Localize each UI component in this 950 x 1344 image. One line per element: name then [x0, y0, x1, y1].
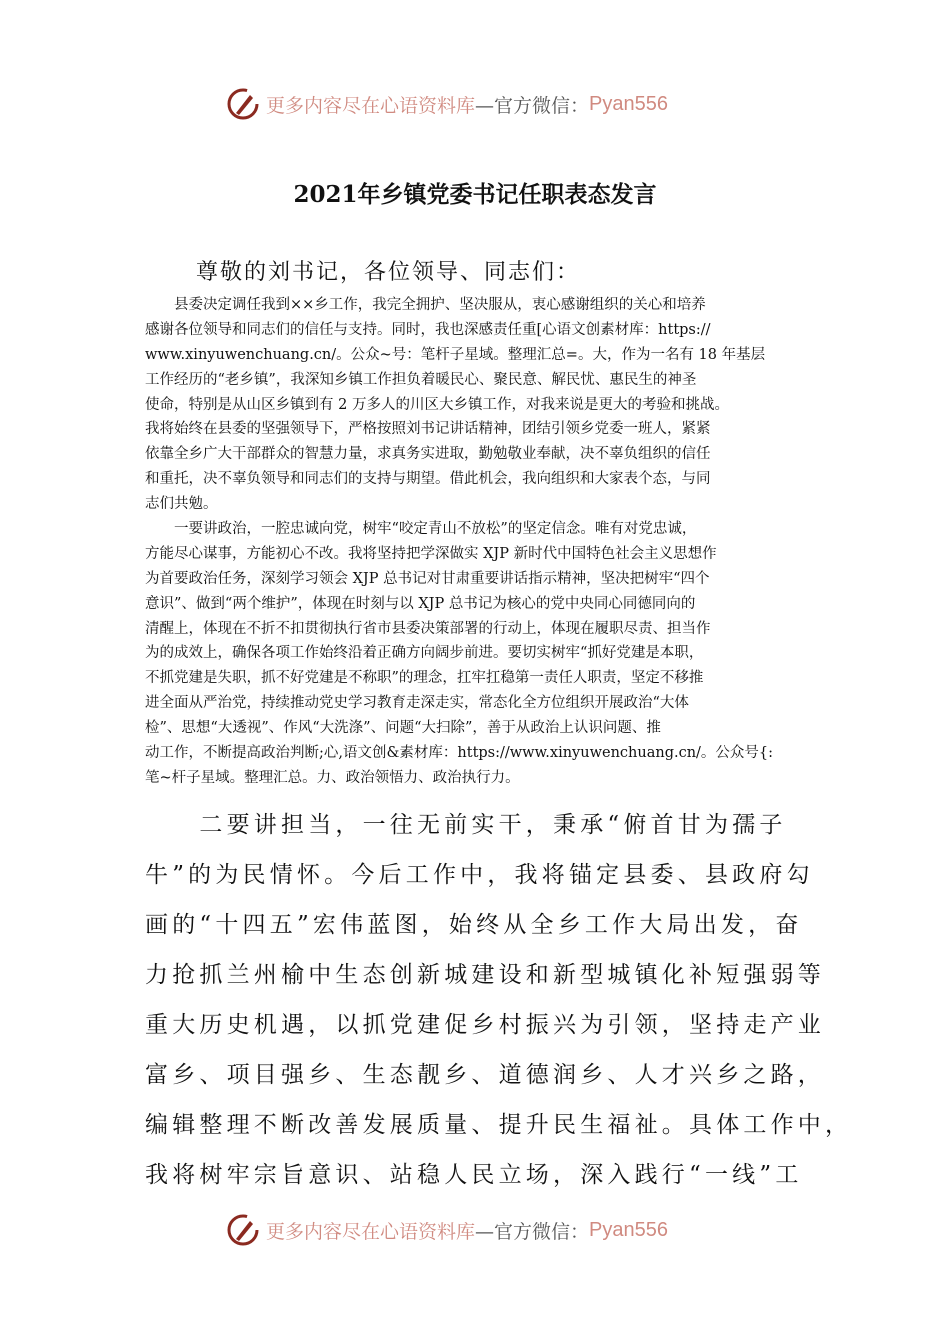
body-large-text	[145, 800, 853, 1200]
text-line: 力抢抓兰州榆中生态创新城建设和新型城镇化补短强弱等	[145, 962, 825, 988]
text-line: 依靠全乡广大干部群众的智慧力量，求真务实进取，勤勉敬业奉献，决不辜负组织的信任	[145, 446, 711, 463]
text-line: 意识”、做到“两个维护”，体现在时刻与以 XJP 总书记为核心的党中央同心同德同向的	[145, 595, 696, 612]
text-line: 重大历史机遇，以抓党建促乡村振兴为引领，坚持走产业	[145, 1012, 825, 1038]
pen-logo-icon	[226, 87, 260, 121]
salutation: 尊敬的刘书记，各位领导、同志们：	[196, 260, 581, 285]
text-line: 进全面从严治党，持续推动党史学习教育走深走实，常态化全方位组织开展政治“大体	[145, 695, 689, 712]
banner-wechat-label: —官方微信：	[475, 1220, 590, 1243]
document-title: 2021年乡镇党委书记任职表态发言	[293, 181, 657, 208]
paragraph-2	[145, 517, 825, 791]
text-line: 和重托，决不辜负领导和同志们的支持与期望。借此机会，我向组织和大家表个态，与同	[145, 471, 711, 488]
text-line: 清醒上，体现在不折不扣贯彻执行省市县委决策部署的行动上，体现在履职尽责、担当作	[145, 620, 711, 637]
text-line: 牛”的为民情怀。今后工作中，我将锚定县委、县政府勾	[145, 862, 814, 888]
text-line: 编辑整理不断改善发展质量、提升民生福祉。具体工作中，	[145, 1112, 853, 1138]
header-watermark-banner	[226, 84, 726, 124]
text-line: 不抓党建是失职，抓不好党建是不称职”的理念，扛牢扛稳第一责任人职责，坚定不移推	[145, 670, 704, 687]
text-line: 县委决定调任我到××乡工作，我完全拥护、坚决服从，衷心感谢组织的关心和培养	[145, 297, 706, 313]
text-line: 为首要政治任务，深刻学习领会 XJP 总书记对甘肃重要讲话指示精神，坚决把树牢“四个	[145, 570, 710, 587]
text-line: 志们共勉。	[145, 496, 218, 513]
paragraph-3	[145, 800, 853, 1200]
banner-wechat-label: —官方微信：	[475, 94, 590, 117]
footer-watermark-banner	[226, 1210, 726, 1250]
text-line: 动工作，不断提高政治判断;心,语文创&素材库：https://www.xinyuwenchuang.cn/。公众号{:	[145, 745, 774, 762]
text-line: 我将始终在县委的坚强领导下，严格按照刘书记讲话精神，团结引领乡党委一班人，紧紧	[145, 421, 711, 438]
banner-wechat-id: Pyan556	[589, 92, 668, 115]
pen-logo-icon	[226, 1213, 260, 1247]
paragraph-1	[145, 293, 825, 517]
text-line: 感谢各位领导和同志们的信任与支持。同时，我也深感责任重[心语文创素材库：https://	[145, 321, 711, 338]
banner-wechat-id: Pyan556	[589, 1218, 668, 1241]
text-line: 工作经历的“老乡镇”，我深知乡镇工作担负着暖民心、聚民意、解民忧、惠民生的神圣	[145, 371, 697, 388]
text-line: 一要讲政治，一腔忠诚向党，树牢“咬定青山不放松”的坚定信念。唯有对党忠诚，	[145, 521, 697, 538]
text-line: 使命，特别是从山区乡镇到有 2 万多人的川区大乡镇工作，对我来说是更大的考验和挑战。	[145, 396, 729, 413]
banner-text: 更多内容尽在心语资料库	[266, 94, 476, 117]
text-line: 我将树牢宗旨意识、站稳人民立场，深入践行“一线”工	[145, 1162, 803, 1188]
banner-text: 更多内容尽在心语资料库	[266, 1220, 476, 1243]
text-line: 二要讲担当，一往无前实干，秉承“俯首甘为孺子	[145, 812, 787, 838]
text-line: 笔~杆子星域。整理汇总。力、政治领悟力、政治执行力。	[145, 769, 520, 786]
text-line: 富乡、项目强乡、生态靓乡、道德润乡、人才兴乡之路，	[145, 1062, 825, 1088]
text-line: 画的“十四五”宏伟蓝图，始终从全乡工作大局出发，奋	[145, 912, 803, 938]
text-line: 检”、思想“大透视”、作风“大洗涤”、问题“大扫除”，善于从政治上认识问题、推	[145, 720, 661, 737]
body-small-text	[145, 293, 825, 791]
text-line: www.xinyuwenchuang.cn/。公众~号：笔杆子星域。整理汇总=。大，作为一名有 18 年基层	[145, 346, 766, 363]
text-line: 为的成效上，确保各项工作始终沿着正确方向阔步前进。要切实树牢“抓好党建是本职，	[145, 645, 704, 662]
text-line: 方能尽心谋事，方能初心不改。我将坚持把学深做实 XJP 新时代中国特色社会主义思想作	[145, 545, 717, 562]
